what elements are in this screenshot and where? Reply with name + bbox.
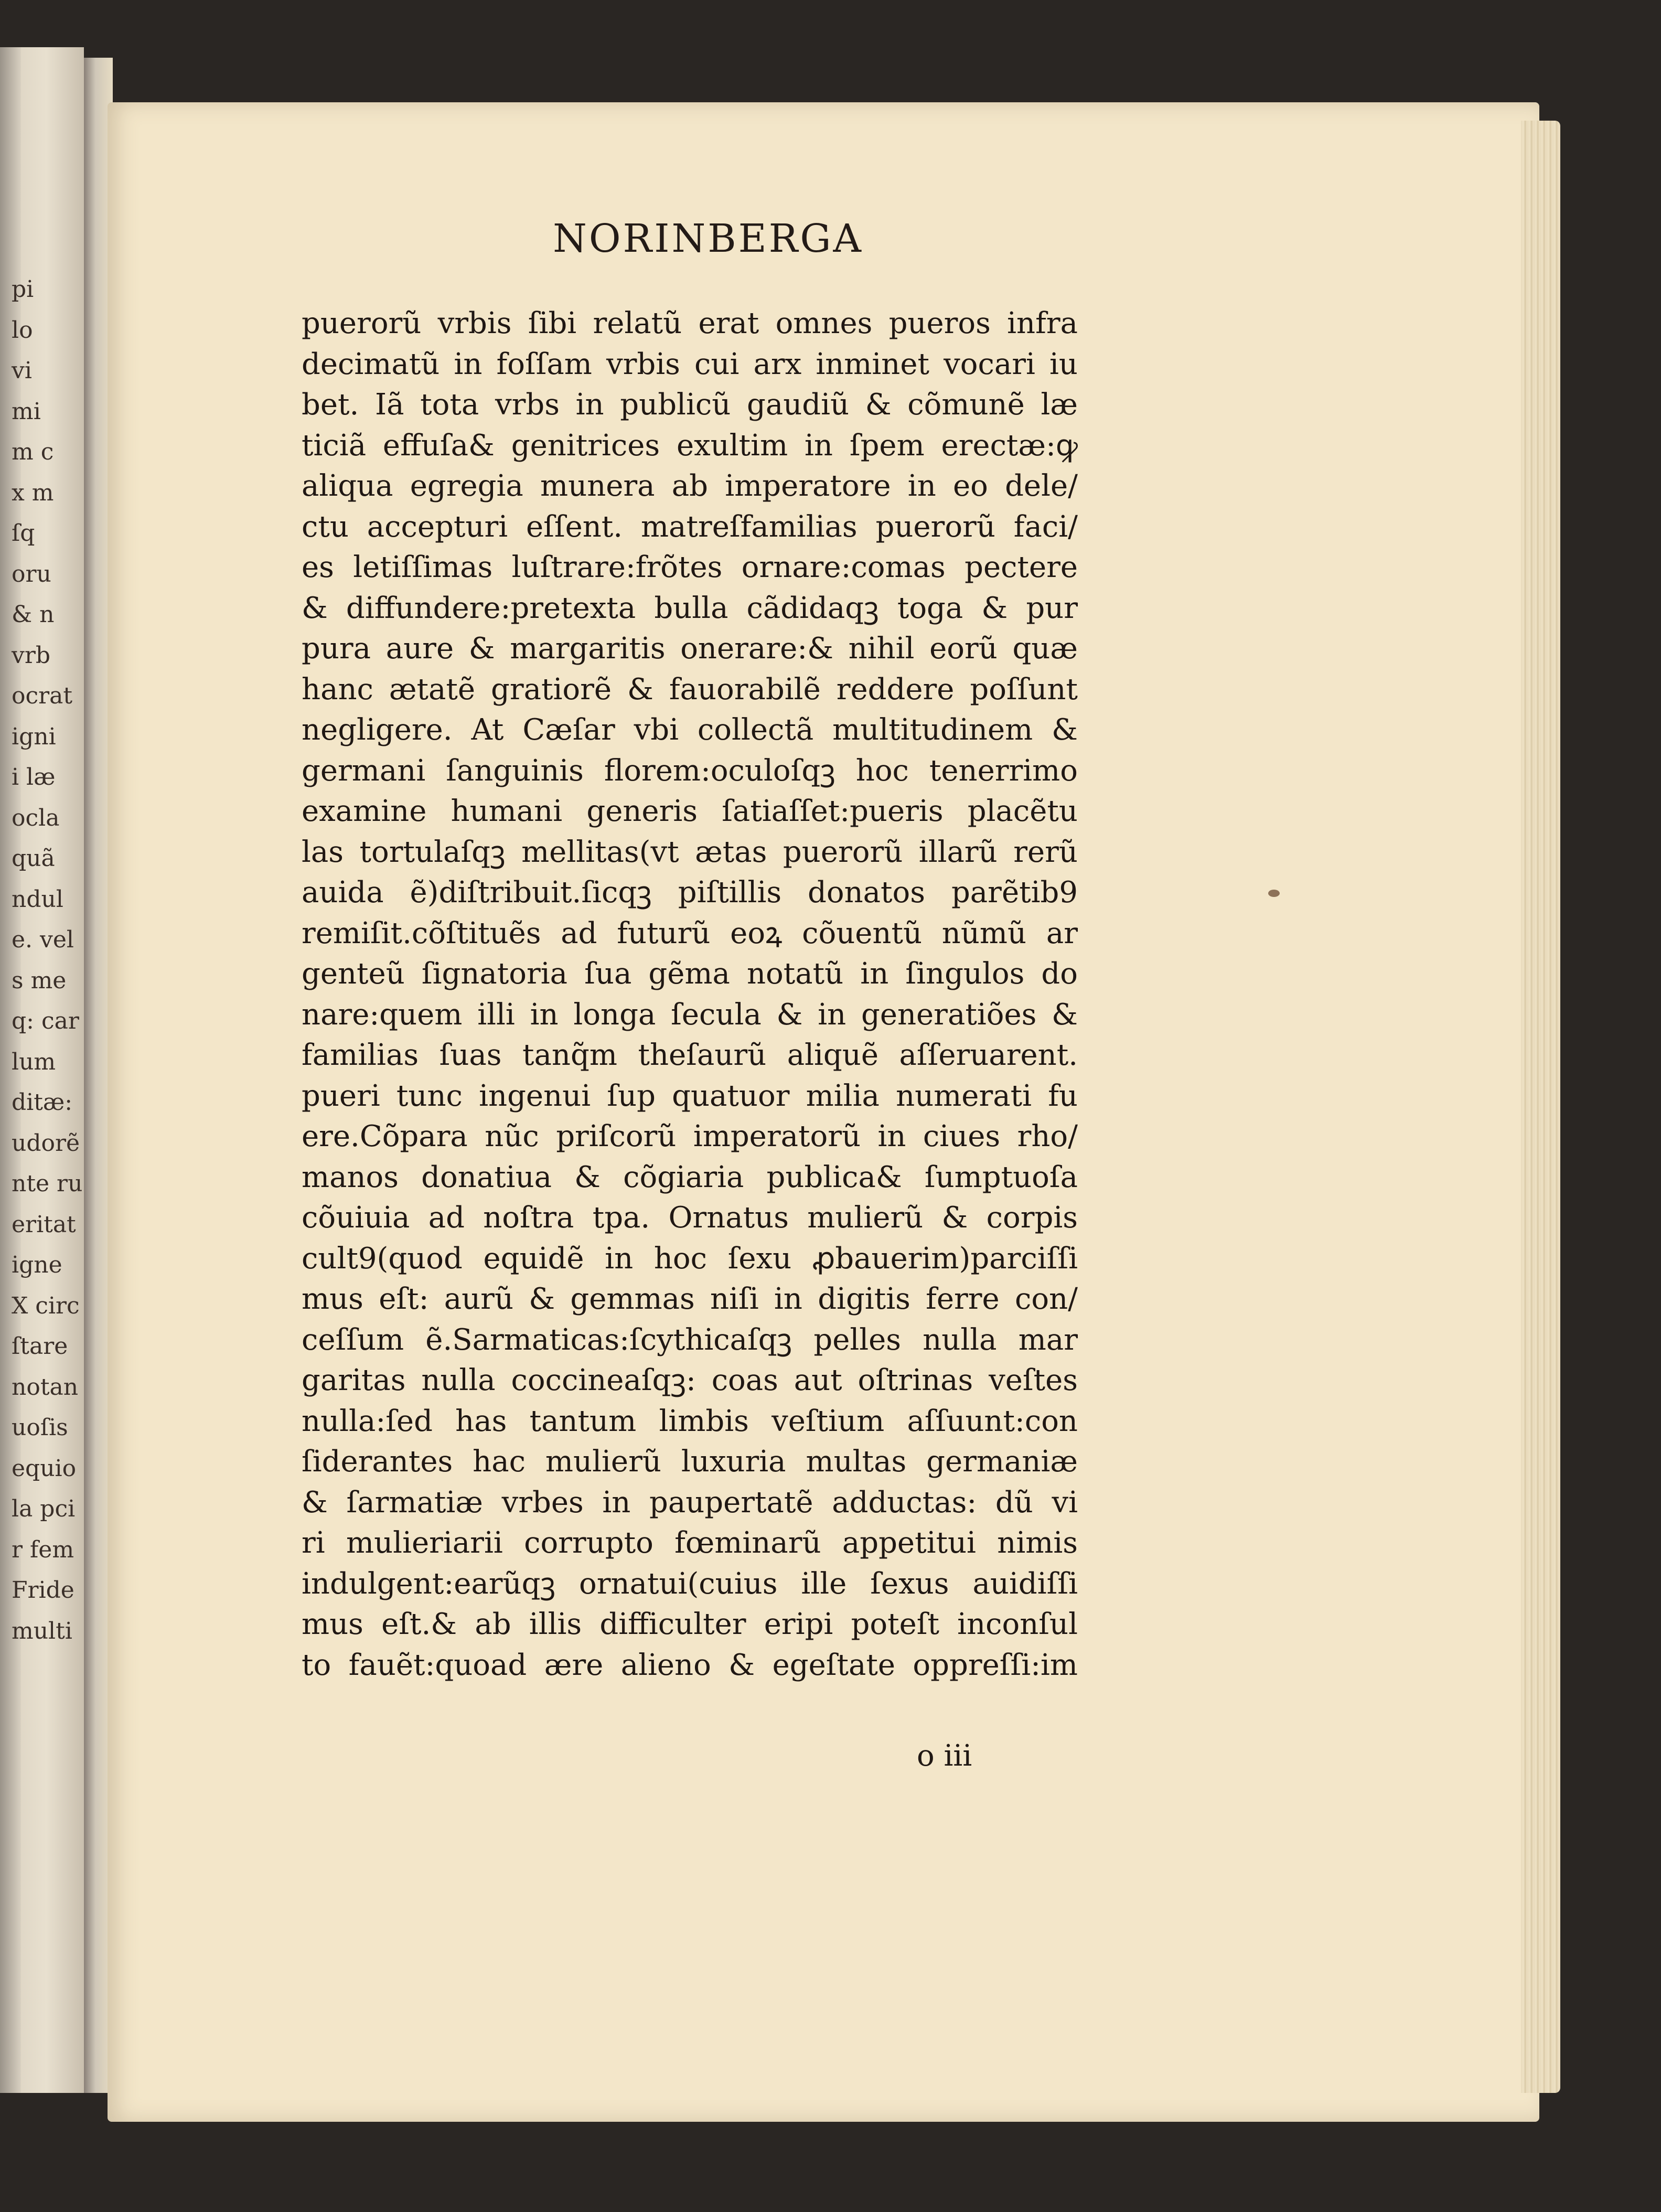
- text-line: hanc ætatẽ gratiorẽ & fauorabilẽ reddere poſſunt: [302, 672, 1078, 707]
- left-page-fragment: oru: [12, 560, 51, 587]
- left-page-fragment: q: car: [12, 1008, 79, 1034]
- text-line: ſiderantes hac mulierũ luxuria multas germaniæ: [302, 1445, 1078, 1479]
- left-page-fragment: notan: [12, 1373, 79, 1401]
- left-page-fragment: nte ru: [12, 1170, 83, 1197]
- left-page-fragment: s me: [12, 967, 67, 994]
- text-line: es letiſſimas luſtrare:frõtes ornare:comas pectere: [302, 550, 1078, 584]
- left-page-fragment: la pci: [12, 1495, 76, 1522]
- left-page-fragment: ditæ:: [12, 1089, 73, 1116]
- text-line: nulla:ſed has tantum limbis veſtium aſſuunt:con: [302, 1404, 1078, 1438]
- text-line: familias ſuas tanq̃m theſaurũ aliquẽ aſſeruarent.: [302, 1038, 1078, 1072]
- text-line: puerorũ vrbis ſibi relatũ erat omnes pueros infra: [302, 306, 1078, 340]
- left-page-fragment: ndul: [12, 885, 63, 913]
- text-line: cõuiuia ad noſtra tpa. Ornatus mulierũ & corpis: [302, 1201, 1078, 1235]
- left-page-fragment: r fem: [12, 1536, 74, 1563]
- page-edges: [1521, 121, 1560, 2093]
- text-line: las tortulaſqꝫ mellitas(vt ætas puerorũ illarũ rerũ: [302, 835, 1078, 869]
- text-line: to fauẽt:quoad ære alieno & egeſtate oppreſſi:im: [302, 1648, 1078, 1682]
- text-line: garitas nulla coccineaſqꝫ: coas aut oſtrinas veſtes: [302, 1363, 1078, 1397]
- left-page-fragment: & n: [12, 601, 55, 628]
- left-page-fragment: ocrat: [12, 682, 73, 709]
- left-page-fragment: Fride: [12, 1577, 74, 1604]
- text-line: remiſit.cõſtituẽs ad futurũ eoꝝ cõuentũ nũmũ ar: [302, 916, 1078, 950]
- left-page-fragment: x m: [12, 479, 54, 506]
- left-page-fragment: multi: [12, 1617, 72, 1644]
- text-line: & diffundere:pretexta bulla cãdidaqꝫ toga & pur: [302, 591, 1078, 625]
- left-page-fragment: uoſis: [12, 1414, 68, 1441]
- left-page-fragment: igni: [12, 723, 56, 750]
- text-line: manos donatiua & cõgiaria publica& ſumptuoſa: [302, 1160, 1078, 1194]
- left-page-fragment: igne: [12, 1252, 62, 1278]
- text-line: ctu accepturi eſſent. matreſfamilias puerorũ faci/: [302, 509, 1078, 544]
- text-line: pueri tunc ingenui ſup quatuor milia numerati fu: [302, 1078, 1078, 1113]
- text-line: mus eſt: aurũ & gemmas niſi in digitis ferre con/: [302, 1282, 1078, 1316]
- left-page-fragment: X circ: [12, 1292, 80, 1319]
- text-line: aliqua egregia munera ab imperatore in eo dele/: [302, 469, 1078, 503]
- text-line: ere.Cõpara nũc priſcorũ imperatorũ in ciues rho/: [302, 1119, 1078, 1153]
- text-line: bet. Iã tota vrbs in publicũ gaudiũ & cõmunẽ læ: [302, 388, 1078, 422]
- left-page-fragment: lo: [12, 316, 33, 344]
- running-head: NORINBERGA: [553, 216, 863, 261]
- text-line: negligere. At Cæſar vbi collectã multitudinem &: [302, 713, 1078, 747]
- left-page-fragment: mi: [12, 398, 41, 425]
- left-page-fragment: ocla: [12, 804, 60, 831]
- left-page-fragment: equio: [12, 1455, 77, 1482]
- left-page-fragment: pi: [12, 276, 34, 303]
- text-line: pura aure & margaritis onerare:& nihil eorũ quæ: [302, 632, 1078, 666]
- text-line: nare:quem illi in longa ſecula & in generatiões &: [302, 997, 1078, 1032]
- left-page-fragment: vrb: [12, 642, 51, 669]
- left-page-fragment: m c: [12, 439, 54, 465]
- left-facing-page: [0, 47, 84, 2093]
- left-page-fragment: vi: [12, 357, 32, 384]
- text-line: genteũ ſignatoria ſua gẽma notatũ in ſingulos do: [302, 957, 1078, 991]
- text-line: cult9(quod equidẽ in hoc ſexu ꝓbauerim)parciſſi: [302, 1241, 1078, 1276]
- left-page-fragment: udorẽ: [12, 1129, 80, 1157]
- left-page-fragment: i læ: [12, 764, 56, 790]
- text-line: ticiã effuſa& genitrices exultim in ſpem erectæ:ꝙ: [302, 428, 1078, 463]
- text-line: ceſſum ẽ.Sarmaticas:ſcythicaſqꝫ pelles nulla mar: [302, 1322, 1078, 1357]
- left-page-fragment: eritat: [12, 1211, 76, 1238]
- text-line: auida ẽ)diſtribuit.ſicqꝫ piſtillis donatos parẽtib9: [302, 875, 1078, 910]
- signature-mark: o iii: [917, 1739, 972, 1773]
- left-page-fragment: ſtare: [12, 1333, 68, 1360]
- text-line: decimatũ in foſſam vrbis cui arx inminet vocari iu: [302, 347, 1078, 381]
- left-page-fragment: ſq: [12, 520, 35, 547]
- text-line: indulgent:earũqꝫ ornatui(cuius ille ſexus auidiſſi: [302, 1566, 1078, 1601]
- text-line: & ſarmatiæ vrbes in paupertatẽ adductas: dũ vi: [302, 1485, 1078, 1520]
- main-text-block: [302, 303, 1078, 1685]
- left-page-fragment: e. vel: [12, 926, 74, 953]
- text-line: examine humani generis ſatiaſſet:pueris placẽtu: [302, 794, 1078, 828]
- paper-speck: [1268, 890, 1280, 897]
- left-page-fragment: quã: [12, 845, 55, 872]
- text-line: ri mulieriarii corrupto fœminarũ appetitui nimis: [302, 1526, 1078, 1560]
- text-line: mus eſt.& ab illis difficulter eripi poteſt inconſul: [302, 1607, 1078, 1641]
- text-line: germani ſanguinis florem:oculoſqꝫ hoc tenerrimo: [302, 753, 1078, 788]
- left-page-fragment: lum: [12, 1048, 56, 1075]
